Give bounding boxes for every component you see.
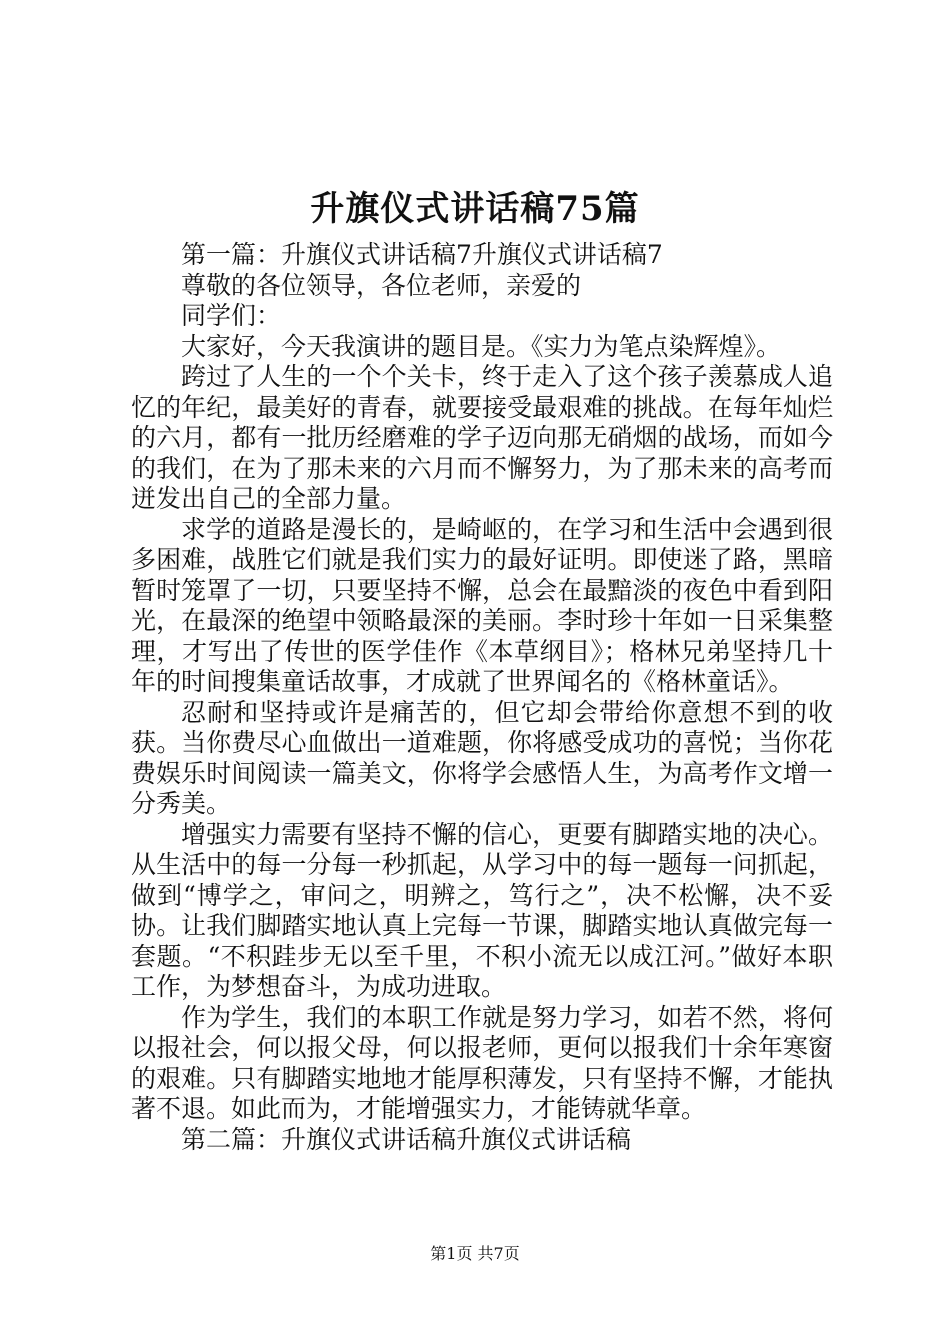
document-title: 升旗仪式讲话稿75篇 [310,189,640,229]
paragraph-salutation-cont: 同学们： [181,301,282,330]
paragraph-body: 求学的道路是漫长的，是崎岖的，在学习和生活中会遇到很多困难，战胜它们就是我们实力的最好证明。即使迷了路，黑暗暂时笼罩了一切，只要坚持不懈，总会在最黯淡的夜色中看到阳光，在最深的绝望中领略最深的美丽。李时珍十年如一日采集整理，才写出了传世的医学佳作《本草纲目》；格林兄弟坚持几十年的时间搜集童话故事，才成就了世界闻名的《格林童话》。 [131,514,833,696]
paragraph-body: 忍耐和坚持或许是痛苦的，但它却会带给你意想不到的收获。当你费尽心血做出一道难题，你将感受成功的喜悦；当你花费娱乐时间阅读一篇美文，你将学会感悟人生，为高考作文增一分秀美。 [131,697,833,818]
paragraph-body: 增强实力需要有坚持不懈的信心，更要有脚踏实地的决心。从生活中的每一分每一秒抓起，从学习中的每一题每一问抓起，做到“博学之，审问之，明辨之，笃行之”，决不松懈，决不妥协。让我们脚踏实地认真上完每一节课，脚踏实地认真做完每一套题。“不积跬步无以至千里，不积小流无以成江河。”做好本职工作，为梦想奋斗，为成功进取。 [131,819,833,1001]
document-body [131,240,833,1155]
paragraph-body: 跨过了人生的一个个关卡，终于走入了这个孩子羡慕成人追忆的年纪，最美好的青春，就要接受最艰难的挑战。在每年灿烂的六月，都有一批历经磨难的学子迈向那无硝烟的战场，而如今的我们，在为了那未来的六月而不懈努力，为了那未来的高考而迸发出自己的全部力量。 [131,362,833,513]
page-number-footer: 第1页 共7页 [430,1244,520,1263]
paragraph-body: 作为学生，我们的本职工作就是努力学习，如若不然，将何以报社会，何以报父母，何以报老师，更何以报我们十余年寒窗的艰难。只有脚踏实地地才能厚积薄发，只有坚持不懈，才能执著不退。如此而为，才能增强实力，才能铸就华章。 [131,1002,833,1123]
paragraph-salutation: 尊敬的各位领导，各位老师，亲爱的 [181,270,582,300]
paragraph-greeting: 大家好，今天我演讲的题目是。《实力为笔点染辉煌》。 [181,331,782,361]
paragraph-heading-1: 第一篇：升旗仪式讲话稿7升旗仪式讲话稿7 [181,240,663,269]
paragraph-heading-2: 第二篇：升旗仪式讲话稿升旗仪式讲话稿 [181,1124,632,1154]
